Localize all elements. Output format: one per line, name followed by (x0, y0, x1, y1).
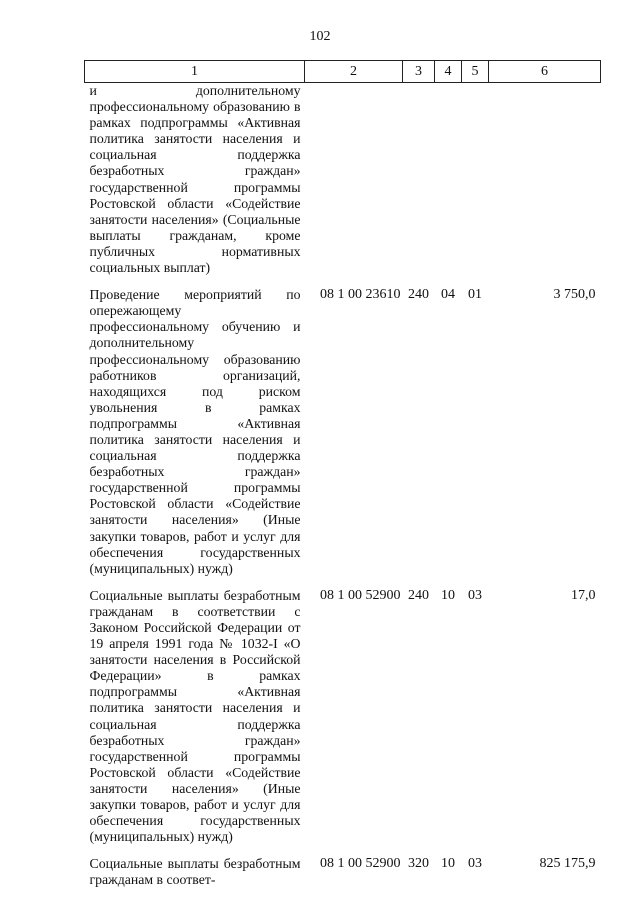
row-amount (489, 83, 601, 277)
row-target-code: 08 1 00 52900 (320, 587, 401, 603)
column-header-3: 3 (403, 61, 435, 83)
column-header-4: 4 (435, 61, 462, 83)
row-spacer (85, 276, 601, 287)
row-subsection: 03 (468, 587, 482, 603)
row-amount: 825 175,9 (539, 856, 596, 872)
row-amount: 3 750,0 (553, 287, 596, 303)
row-target-code (305, 83, 403, 277)
row-expense-type (403, 83, 435, 277)
row-expense-type: 240 (408, 287, 429, 303)
row-spacer (85, 577, 601, 588)
page-number: 102 (309, 29, 331, 44)
table-row (85, 588, 601, 846)
row-description: и дополнительному профессиональному образованию в рамках подпрограммы «Активная политика занятости населения и социальная поддержка безработных граждан» государственной программы Ростовской области «Содействие занятости населения» (Социальные выплаты гражданам, кроме публичных нормативных социальных выплат) (89, 83, 301, 276)
table-row (85, 287, 601, 577)
row-section: 10 (441, 587, 455, 603)
row-target-code: 08 1 00 23610 (320, 287, 401, 303)
row-description: Проведение мероприятий по опережающему профессиональному обучению и дополнительному профессиональному образованию работников организаций, находящихся под риском увольнения в рамках подпрограммы «Активная политика занятости населения и социальная поддержка безработных граждан» государственной программы Ростовской области «Содействие занятости населения» (Иные закупки товаров, работ и услуг для обеспечения государственных (муниципальных) нужд) (89, 287, 301, 576)
row-subsection: 03 (468, 856, 482, 872)
table-body (85, 83, 601, 889)
row-section: 10 (441, 856, 455, 872)
column-header-2: 2 (305, 61, 403, 83)
row-section: 04 (441, 287, 455, 303)
column-header-1: 1 (85, 61, 305, 83)
header-row (85, 61, 601, 83)
row-amount: 17,0 (571, 587, 596, 603)
table-row (85, 856, 601, 888)
column-header-5: 5 (462, 61, 489, 83)
row-subsection (462, 83, 489, 277)
row-expense-type: 320 (408, 856, 429, 872)
row-description: Социальные выплаты безработным гражданам в соответ- (89, 856, 301, 888)
budget-table (84, 60, 601, 889)
row-description: Социальные выплаты безработным гражданам в соответствии с Законом Российской Федерации от 19 апреля 1991 года № 1032-I «О занятости населения в Российской Федерации» в рамках подпрограммы «Активная политика занятости населения и социальная поддержка безработных граждан» государственной программы Ростовской области «Содействие занятости населения» (Иные закупки товаров, работ и услуг для обеспечения государственных (муниципальных) нужд) (89, 587, 301, 845)
column-header-6: 6 (489, 61, 601, 83)
table-row (85, 83, 601, 277)
table-header (85, 61, 601, 83)
row-expense-type: 240 (408, 587, 429, 603)
row-subsection: 01 (468, 287, 482, 303)
row-section (435, 83, 462, 277)
row-spacer (85, 845, 601, 856)
row-target-code: 08 1 00 52900 (320, 856, 401, 872)
